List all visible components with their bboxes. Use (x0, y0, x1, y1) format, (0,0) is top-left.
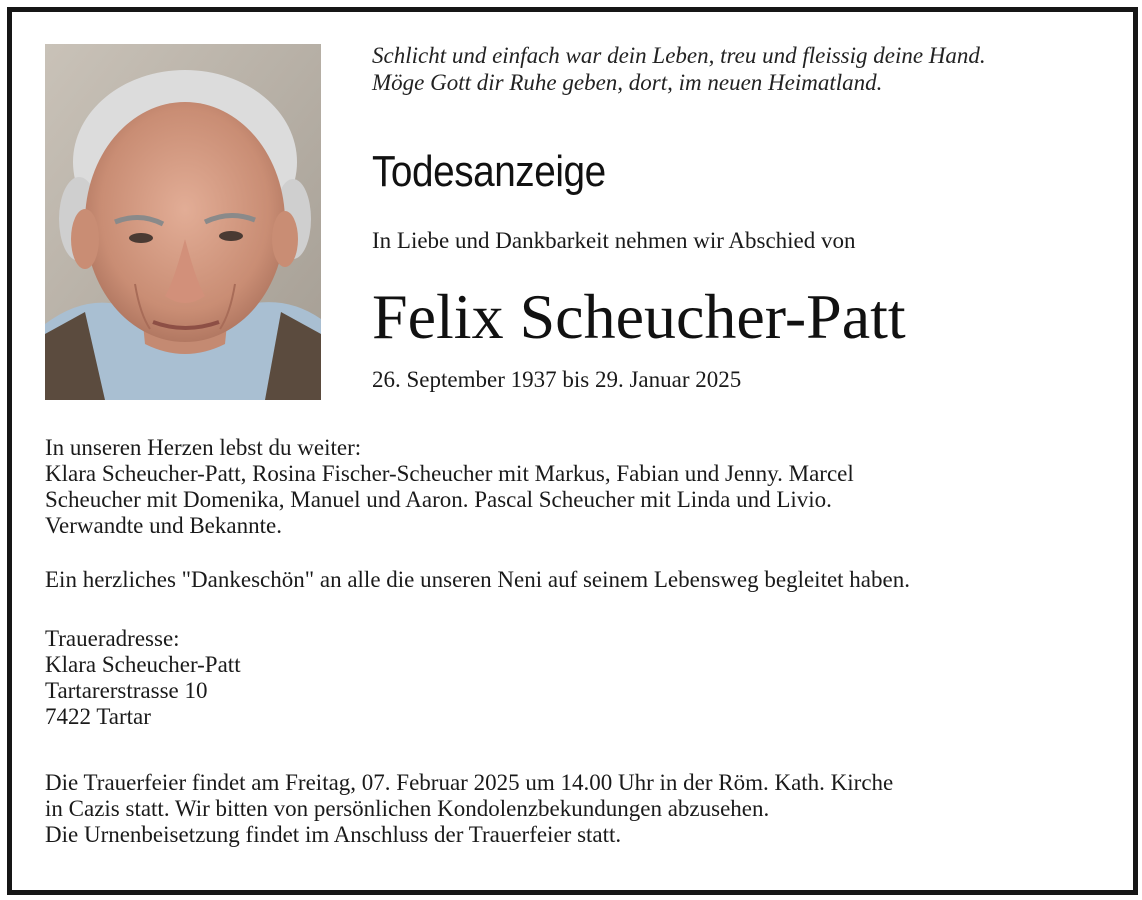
ceremony-line: in Cazis statt. Wir bitten von persönlichen Kondolenzbekundungen abzusehen. (45, 796, 770, 821)
ceremony-line: Die Trauerfeier findet am Freitag, 07. Februar 2025 um 14.00 Uhr in der Röm. Kath. Kirche (45, 770, 894, 795)
motto-verse (372, 42, 986, 96)
obituary-frame (7, 7, 1138, 895)
ceremony-paragraph (45, 770, 1105, 848)
mourning-address (45, 626, 1105, 730)
notice-heading: Todesanzeige (372, 147, 606, 196)
motto-line: Schlicht und einfach war dein Leben, treu und fleissig deine Hand. (372, 43, 986, 68)
motto-line: Möge Gott dir Ruhe geben, dort, im neuen Heimatland. (372, 70, 883, 95)
thanks-paragraph (45, 567, 1105, 593)
address-line: Traueradresse: (45, 626, 180, 651)
mourners-line: Scheucher mit Domenika, Manuel und Aaron. Pascal Scheucher mit Linda und Livio. (45, 487, 832, 512)
ceremony-line: Die Urnenbeisetzung findet im Anschluss der Trauerfeier statt. (45, 822, 622, 847)
thanks-line: Ein herzliches "Dankeschön" an alle die unseren Neni auf seinem Lebensweg begleitet haben. (45, 567, 910, 592)
mourners-line: Klara Scheucher-Patt, Rosina Fischer-Scheucher mit Markus, Fabian und Jenny. Marcel (45, 461, 854, 486)
address-line: Tartarerstrasse 10 (45, 678, 208, 703)
address-line: 7422 Tartar (45, 704, 151, 729)
mourners-line: In unseren Herzen lebst du weiter: (45, 435, 362, 460)
mourners-line: Verwandte und Bekannte. (45, 513, 282, 538)
portrait-photo (45, 44, 321, 400)
farewell-intro: In Liebe und Dankbarkeit nehmen wir Abschied von (372, 228, 856, 253)
life-dates: 26. September 1937 bis 29. Januar 2025 (372, 367, 742, 392)
mourners-paragraph (45, 435, 1105, 539)
address-line: Klara Scheucher-Patt (45, 652, 241, 677)
deceased-name: Felix Scheucher-Patt (372, 281, 906, 352)
